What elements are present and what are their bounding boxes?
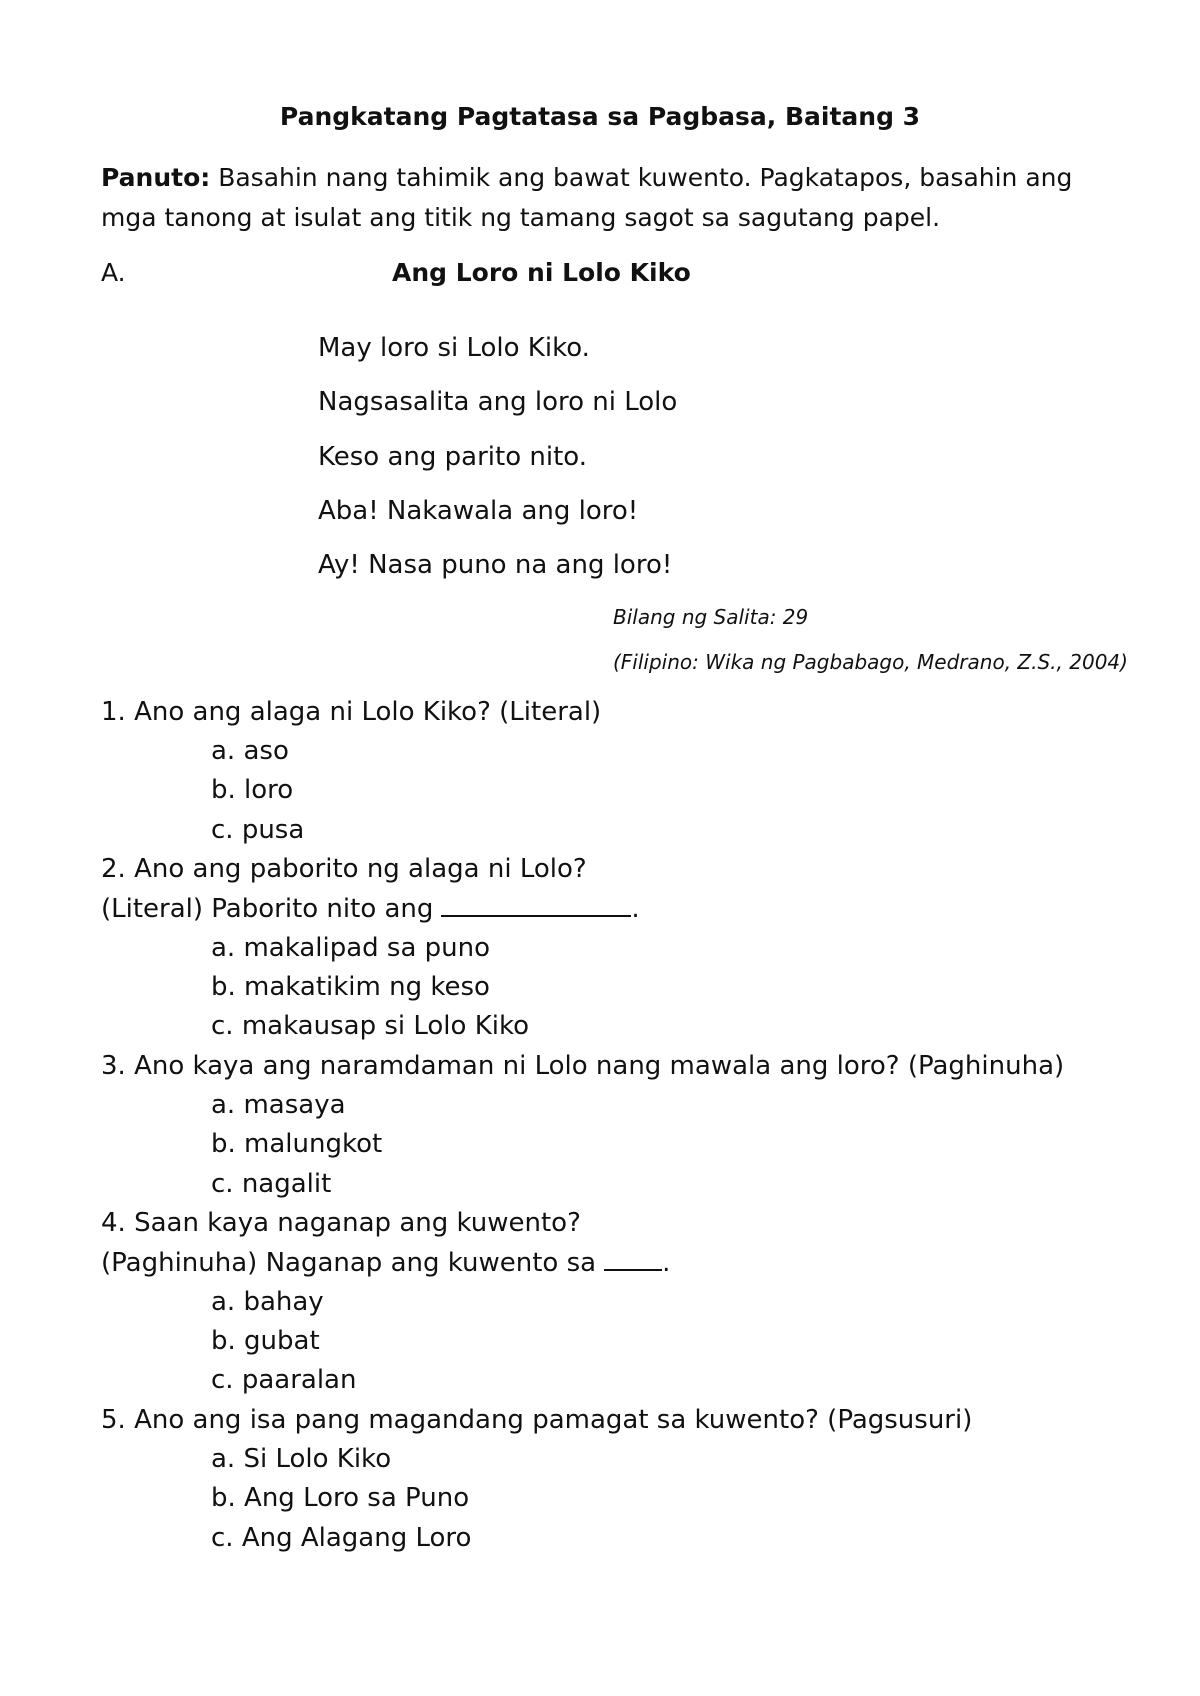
option: b. makatikim ng keso	[211, 972, 490, 1002]
question-4: 4. Saan kaya naganap ang kuwento?	[101, 1208, 581, 1238]
answer-blank	[604, 1247, 662, 1271]
option: a. makalipad sa puno	[211, 933, 491, 963]
question-2-prompt-text: (Literal) Paborito nito ang	[101, 894, 434, 924]
story-line: Aba! Nakawala ang loro!	[318, 496, 639, 526]
option: a. bahay	[211, 1287, 324, 1317]
question-2: 2. Ano ang paborito ng alaga ni Lolo?	[101, 854, 587, 884]
question-5: 5. Ano ang isa pang magandang pamagat sa kuwento? (Pagsusuri)	[101, 1405, 973, 1435]
option: c. Ang Alagang Loro	[211, 1523, 472, 1553]
option: b. loro	[211, 775, 294, 805]
option: c. paaralan	[211, 1365, 357, 1395]
question-4-prompt	[101, 1247, 670, 1278]
source-citation: (Filipino: Wika ng Pagbabago, Medrano, Z.S., 2004)	[613, 650, 1128, 674]
option: a. masaya	[211, 1090, 346, 1120]
option: c. makausap si Lolo Kiko	[211, 1011, 530, 1041]
answer-blank	[441, 893, 631, 917]
option: a. Si Lolo Kiko	[211, 1444, 392, 1474]
instructions-label: Panuto:	[101, 163, 211, 192]
period: .	[631, 894, 640, 924]
word-count: Bilang ng Salita: 29	[613, 605, 809, 629]
story-line: Keso ang parito nito.	[318, 442, 587, 472]
page-title: Pangkatang Pagtatasa sa Pagbasa, Baitang 3	[279, 102, 921, 131]
question-4-prompt-text: (Paghinuha) Naganap ang kuwento sa	[101, 1248, 597, 1278]
option: c. nagalit	[211, 1169, 332, 1199]
instructions-line-1	[101, 158, 1072, 198]
question-2-prompt	[101, 893, 640, 924]
story-line: Ay! Nasa puno na ang loro!	[318, 550, 673, 580]
story-line: May loro si Lolo Kiko.	[318, 333, 590, 363]
option: b. malungkot	[211, 1129, 383, 1159]
instructions-text-2: mga tanong at isulat ang titik ng tamang sagot sa sagutang papel.	[101, 203, 941, 232]
question-1: 1. Ano ang alaga ni Lolo Kiko? (Literal)	[101, 697, 602, 727]
section-letter: A.	[101, 258, 126, 287]
option: b. Ang Loro sa Puno	[211, 1483, 470, 1513]
instructions-text-1: Basahin nang tahimik ang bawat kuwento. Pagkatapos, basahin ang	[218, 163, 1073, 192]
option: c. pusa	[211, 815, 305, 845]
option: b. gubat	[211, 1326, 320, 1356]
instructions	[101, 158, 1072, 238]
option: a. aso	[211, 736, 289, 766]
story-line: Nagsasalita ang loro ni Lolo	[318, 387, 678, 417]
period: .	[662, 1248, 671, 1278]
question-3: 3. Ano kaya ang naramdaman ni Lolo nang mawala ang loro? (Paghinuha)	[101, 1051, 1065, 1081]
story-title: Ang Loro ni Lolo Kiko	[392, 258, 691, 287]
